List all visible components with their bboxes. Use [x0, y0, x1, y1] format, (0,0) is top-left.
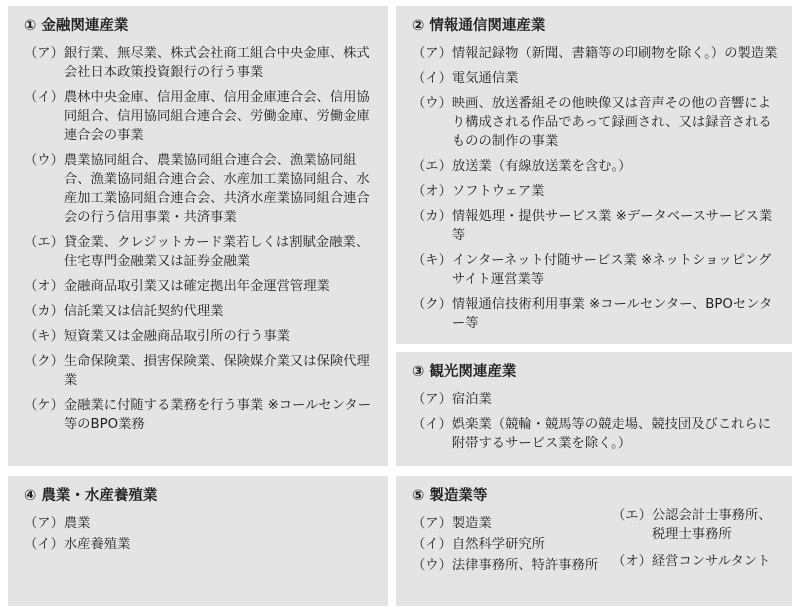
list-item — [612, 506, 778, 544]
item-text: 情報通信技術利用事業 ※コールセンター、BPOセンター等 — [451, 297, 773, 331]
list-item — [412, 556, 612, 575]
item-marker: （オ） — [612, 554, 652, 569]
item-text: 放送業（有線放送業を含む。） — [451, 159, 632, 174]
item-text: 金融業に付随する業務を行う事業 ※コールセンター等のBPO業務 — [63, 398, 371, 432]
list-item — [412, 295, 778, 333]
item-marker: （イ） — [412, 537, 452, 552]
item-text: 情報記録物（新聞、書籍等の印刷物を除く。）の製造業 — [451, 46, 778, 61]
item-marker: （ア） — [412, 392, 452, 407]
list-item — [24, 535, 374, 554]
item-marker: （キ） — [24, 329, 64, 344]
item-marker: （イ） — [24, 537, 64, 552]
item-marker: （エ） — [612, 508, 652, 523]
item-list — [412, 44, 778, 333]
item-list — [412, 390, 778, 453]
item-list — [24, 514, 374, 554]
section-finance — [8, 6, 388, 466]
item-list-left — [412, 514, 612, 577]
list-item — [612, 552, 778, 571]
list-item — [24, 233, 374, 271]
item-marker: （エ） — [24, 235, 64, 250]
list-item — [412, 514, 612, 533]
section-tourism — [396, 352, 792, 466]
list-item — [412, 69, 778, 88]
list-item — [412, 535, 612, 554]
item-text: 娯楽業（競輪・競馬等の競走場、競技団及びこれらに附帯するサービス業を除く。） — [451, 417, 772, 451]
section-manufacturing — [396, 476, 792, 606]
item-text: 農業 — [63, 516, 91, 531]
item-marker: （ウ） — [412, 558, 452, 573]
section-title: ④ 農業・水産養殖業 — [24, 488, 158, 504]
item-marker: （エ） — [412, 159, 452, 174]
item-list — [24, 44, 374, 434]
item-text: 映画、放送番組その他映像又は音声その他の音響により構成される作品であって録画され、又は録音されるものの制作の事業 — [451, 96, 772, 149]
list-item — [24, 277, 374, 296]
item-marker: （イ） — [412, 417, 452, 432]
item-marker: （ア） — [412, 516, 452, 531]
list-item — [24, 396, 374, 434]
item-text: 電気通信業 — [451, 71, 519, 86]
item-text: 銀行業、無尽業、株式会社商工組合中央金庫、株式会社日本政策投資銀行の行う事業 — [63, 46, 370, 80]
item-marker: （ア） — [24, 46, 64, 61]
item-text: 生命保険業、損害保険業、保険媒介業又は保険代理業 — [63, 354, 370, 388]
list-item — [24, 44, 374, 82]
item-text: 公認会計士事務所、税理士事務所 — [651, 508, 772, 542]
item-marker: （ウ） — [412, 96, 452, 111]
item-marker: （ケ） — [24, 398, 64, 413]
item-marker: （カ） — [412, 209, 452, 224]
item-text: ソフトウェア業 — [451, 184, 545, 199]
section-title: ⑤ 製造業等 — [412, 488, 488, 504]
item-text: インターネット付随サービス業 ※ネットショッピングサイト運営業等 — [451, 253, 772, 287]
list-item — [412, 182, 778, 201]
list-item — [412, 44, 778, 63]
item-text: 信託業又は信託契約代理業 — [63, 304, 224, 319]
item-marker: （イ） — [412, 71, 452, 86]
list-item — [412, 207, 778, 245]
item-text: 水産養殖業 — [63, 537, 131, 552]
section-agriculture — [8, 476, 388, 606]
list-item — [24, 302, 374, 321]
list-item — [412, 94, 778, 151]
item-text: 金融商品取引業又は確定拠出年金運営管理業 — [63, 279, 330, 294]
item-columns — [412, 508, 778, 577]
item-marker: （ア） — [412, 46, 452, 61]
section-title: ② 情報通信関連産業 — [412, 18, 546, 34]
item-marker: （イ） — [24, 90, 64, 105]
item-text: 農林中央金庫、信用金庫、信用金庫連合会、信用協同組合、信用協同組合連合会、労働金庫、労働金庫連合会の事業 — [63, 90, 370, 143]
list-item — [412, 251, 778, 289]
list-item — [24, 514, 374, 533]
list-item — [24, 151, 374, 227]
item-marker: （カ） — [24, 304, 64, 319]
item-text: 農業協同組合、農業協同組合連合会、漁業協同組合、漁業協同組合連合会、水産加工業協同組合、水産加工業協同組合連合会、共済水産業協同組合連合会の行う信用事業・共済事業 — [63, 153, 370, 225]
item-text: 情報処理・提供サービス業 ※データベースサービス業等 — [451, 209, 773, 243]
list-item — [24, 327, 374, 346]
item-marker: （オ） — [412, 184, 452, 199]
item-list-right — [612, 506, 778, 577]
item-text: 製造業 — [451, 516, 492, 531]
item-text: 宿泊業 — [451, 392, 492, 407]
list-item — [24, 352, 374, 390]
item-text: 自然科学研究所 — [451, 537, 545, 552]
item-marker: （ア） — [24, 516, 64, 531]
item-text: 法律事務所、特許事務所 — [451, 558, 599, 573]
item-text: 短資業又は金融商品取引所の行う事業 — [63, 329, 290, 344]
section-title: ③ 観光関連産業 — [412, 364, 517, 380]
section-ict — [396, 6, 792, 344]
list-item — [412, 390, 778, 409]
item-marker: （ク） — [24, 354, 64, 369]
section-title: ① 金融関連産業 — [24, 18, 129, 34]
item-text: 経営コンサルタント — [651, 554, 771, 569]
item-marker: （ウ） — [24, 153, 64, 168]
list-item — [412, 415, 778, 453]
list-item — [24, 88, 374, 145]
item-marker: （ク） — [412, 297, 452, 312]
item-text: 貸金業、クレジットカード業若しくは割賦金融業、住宅専門金融業又は証券金融業 — [63, 235, 369, 269]
list-item — [412, 157, 778, 176]
item-marker: （オ） — [24, 279, 64, 294]
item-marker: （キ） — [412, 253, 452, 268]
